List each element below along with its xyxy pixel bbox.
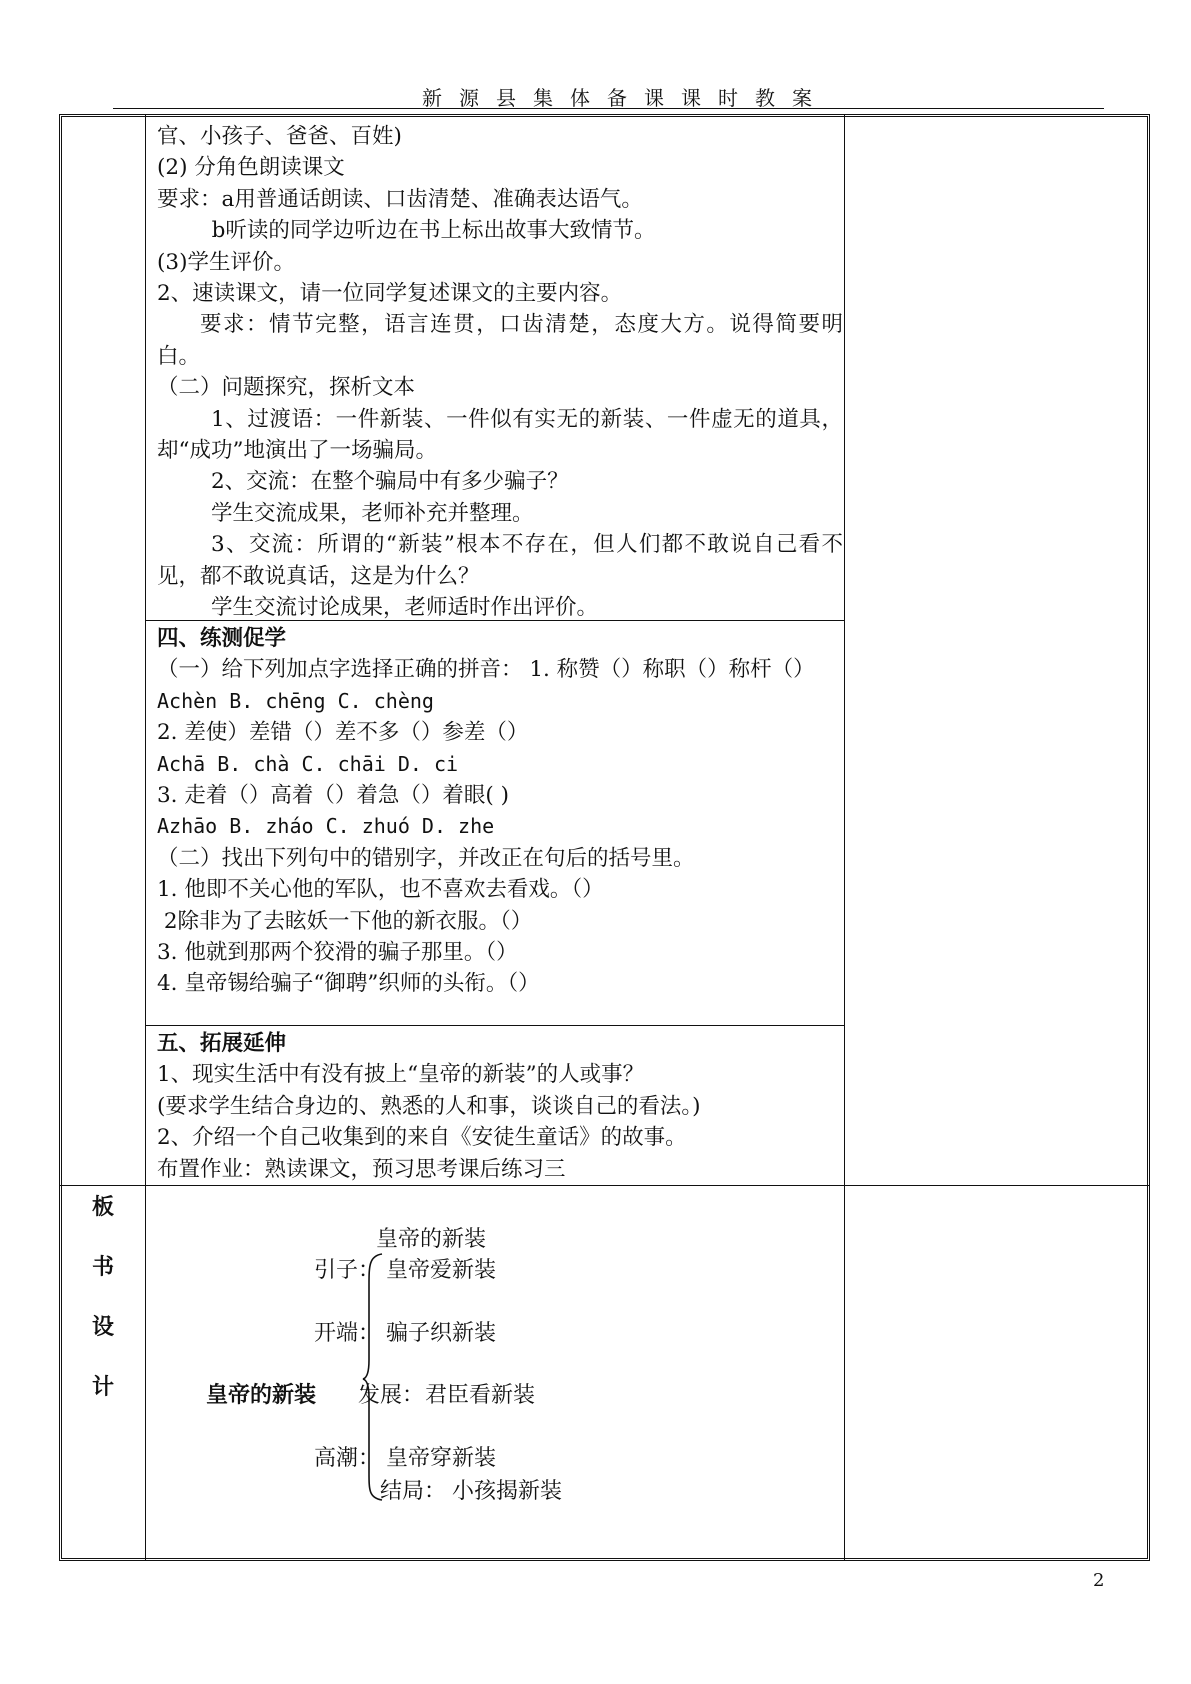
text-line: Achā B. chà C. chāi D. ci xyxy=(157,751,459,776)
board-stage-label: 高潮： xyxy=(314,1446,381,1471)
text-line: 3. 走着（）高着（）着急（）着眼( ) xyxy=(157,783,509,809)
text-line: 2. 差使）差错（）差不多（）参差（） xyxy=(157,720,529,746)
text-line: （二）问题探究，探析文本 xyxy=(157,375,416,401)
text-line: 2、速读课文，请一位同学复述课文的主要内容。 xyxy=(157,281,623,307)
text-line: (3)学生评价。 xyxy=(157,249,295,275)
text-paragraph: （一）给下列加点字选择正确的拼音： 1. 称赞（）称职（）称杆（） xyxy=(157,657,815,683)
practice-title: 四、练测促学 xyxy=(157,626,287,651)
text-line: 2、交流：在整个骗局中有多少骗子？ xyxy=(211,469,569,495)
text-line: Achèn B. chēng C. chèng xyxy=(157,688,434,713)
column-divider-left xyxy=(145,114,146,1561)
text-line: 3. 他就到那两个狡滑的骗子那里。（） xyxy=(157,940,518,966)
text-paragraph: 3、交流：所谓的“新装”根本不存在，但人们都不敢说自己看不见，都不敢说真话，这是为什么？ xyxy=(157,532,843,589)
text-line: 要求：a用普通话朗读、口齿清楚、准确表达语气。 xyxy=(157,186,643,212)
board-label-char: 计 xyxy=(91,1375,114,1400)
board-stage-label: 发展： xyxy=(358,1383,425,1408)
board-center-title: 皇帝的新装 xyxy=(206,1383,317,1408)
board-label-char: 板 xyxy=(91,1195,114,1220)
board-stage-text: 骗子织新装 xyxy=(386,1321,497,1346)
board-stage-label: 结局： xyxy=(380,1479,447,1504)
text-line: 官、小孩子、爸爸、百姓) xyxy=(157,124,402,149)
board-stage-text: 皇帝爱新装 xyxy=(386,1258,497,1283)
text-line: Azhāo B. zháo C. zhuó D. zhe xyxy=(157,814,495,839)
column-divider-right xyxy=(844,114,845,1561)
text-line: 2、介绍一个自己收集到的来自《安徒生童话》的故事。 xyxy=(157,1125,687,1151)
practice-section xyxy=(157,623,843,1000)
row-divider-board xyxy=(59,1185,1150,1186)
board-stage-text: 小孩揭新装 xyxy=(452,1479,563,1504)
text-line: 布置作业：熟读课文，预习思考课后练习三 xyxy=(157,1156,566,1182)
row-divider-extension xyxy=(145,1025,845,1026)
text-line: (要求学生结合身边的、熟悉的人和事，谈谈自己的看法。) xyxy=(157,1093,701,1119)
board-stage-label: 引子： xyxy=(314,1258,381,1283)
text-line: 1、现实生活中有没有披上“皇帝的新装”的人或事？ xyxy=(157,1062,645,1088)
board-stage-text: 皇帝穿新装 xyxy=(386,1446,497,1471)
header-rule xyxy=(113,108,1104,109)
extension-section xyxy=(157,1028,843,1185)
text-line: (2) 分角色朗读课文 xyxy=(157,155,345,181)
board-label-char: 书 xyxy=(91,1255,114,1280)
text-paragraph: 1、过渡语：一件新装、一件似有实无的新装、一件虚无的道具，却“成功”地演出了一场骗局。 xyxy=(157,406,843,464)
text-paragraph: 要求：情节完整，语言连贯，口齿清楚，态度大方。说得简要明白。 xyxy=(157,312,843,369)
board-stage-label: 开端： xyxy=(314,1321,381,1346)
text-line: （二）找出下列句中的错别字，并改正在句后的括号里。 xyxy=(157,845,695,871)
text-line: b听读的同学边听边在书上标出故事大致情节。 xyxy=(157,218,656,244)
board-top-title: 皇帝的新装 xyxy=(376,1227,487,1252)
board-stage-text: 君臣看新装 xyxy=(425,1383,536,1408)
text-line: 4. 皇帝锡给骗子“御聘”织师的头衔。（） xyxy=(157,971,540,997)
board-label-char: 设 xyxy=(91,1315,114,1340)
page-number: 2 xyxy=(1093,1570,1105,1591)
extension-title: 五、拓展延伸 xyxy=(157,1031,287,1056)
text-line: 学生交流成果，老师补充并整理。 xyxy=(211,500,534,526)
page-header: 新源县集体备课课时教案 xyxy=(422,86,829,110)
text-line: 2除非为了去眩妖一下他的新衣服。（） xyxy=(157,908,533,934)
procedure-block xyxy=(157,121,843,624)
text-line: 学生交流讨论成果，老师适时作出评价。 xyxy=(211,595,599,621)
text-line: 1. 他即不关心他的军队，也不喜欢去看戏。（） xyxy=(157,877,604,903)
